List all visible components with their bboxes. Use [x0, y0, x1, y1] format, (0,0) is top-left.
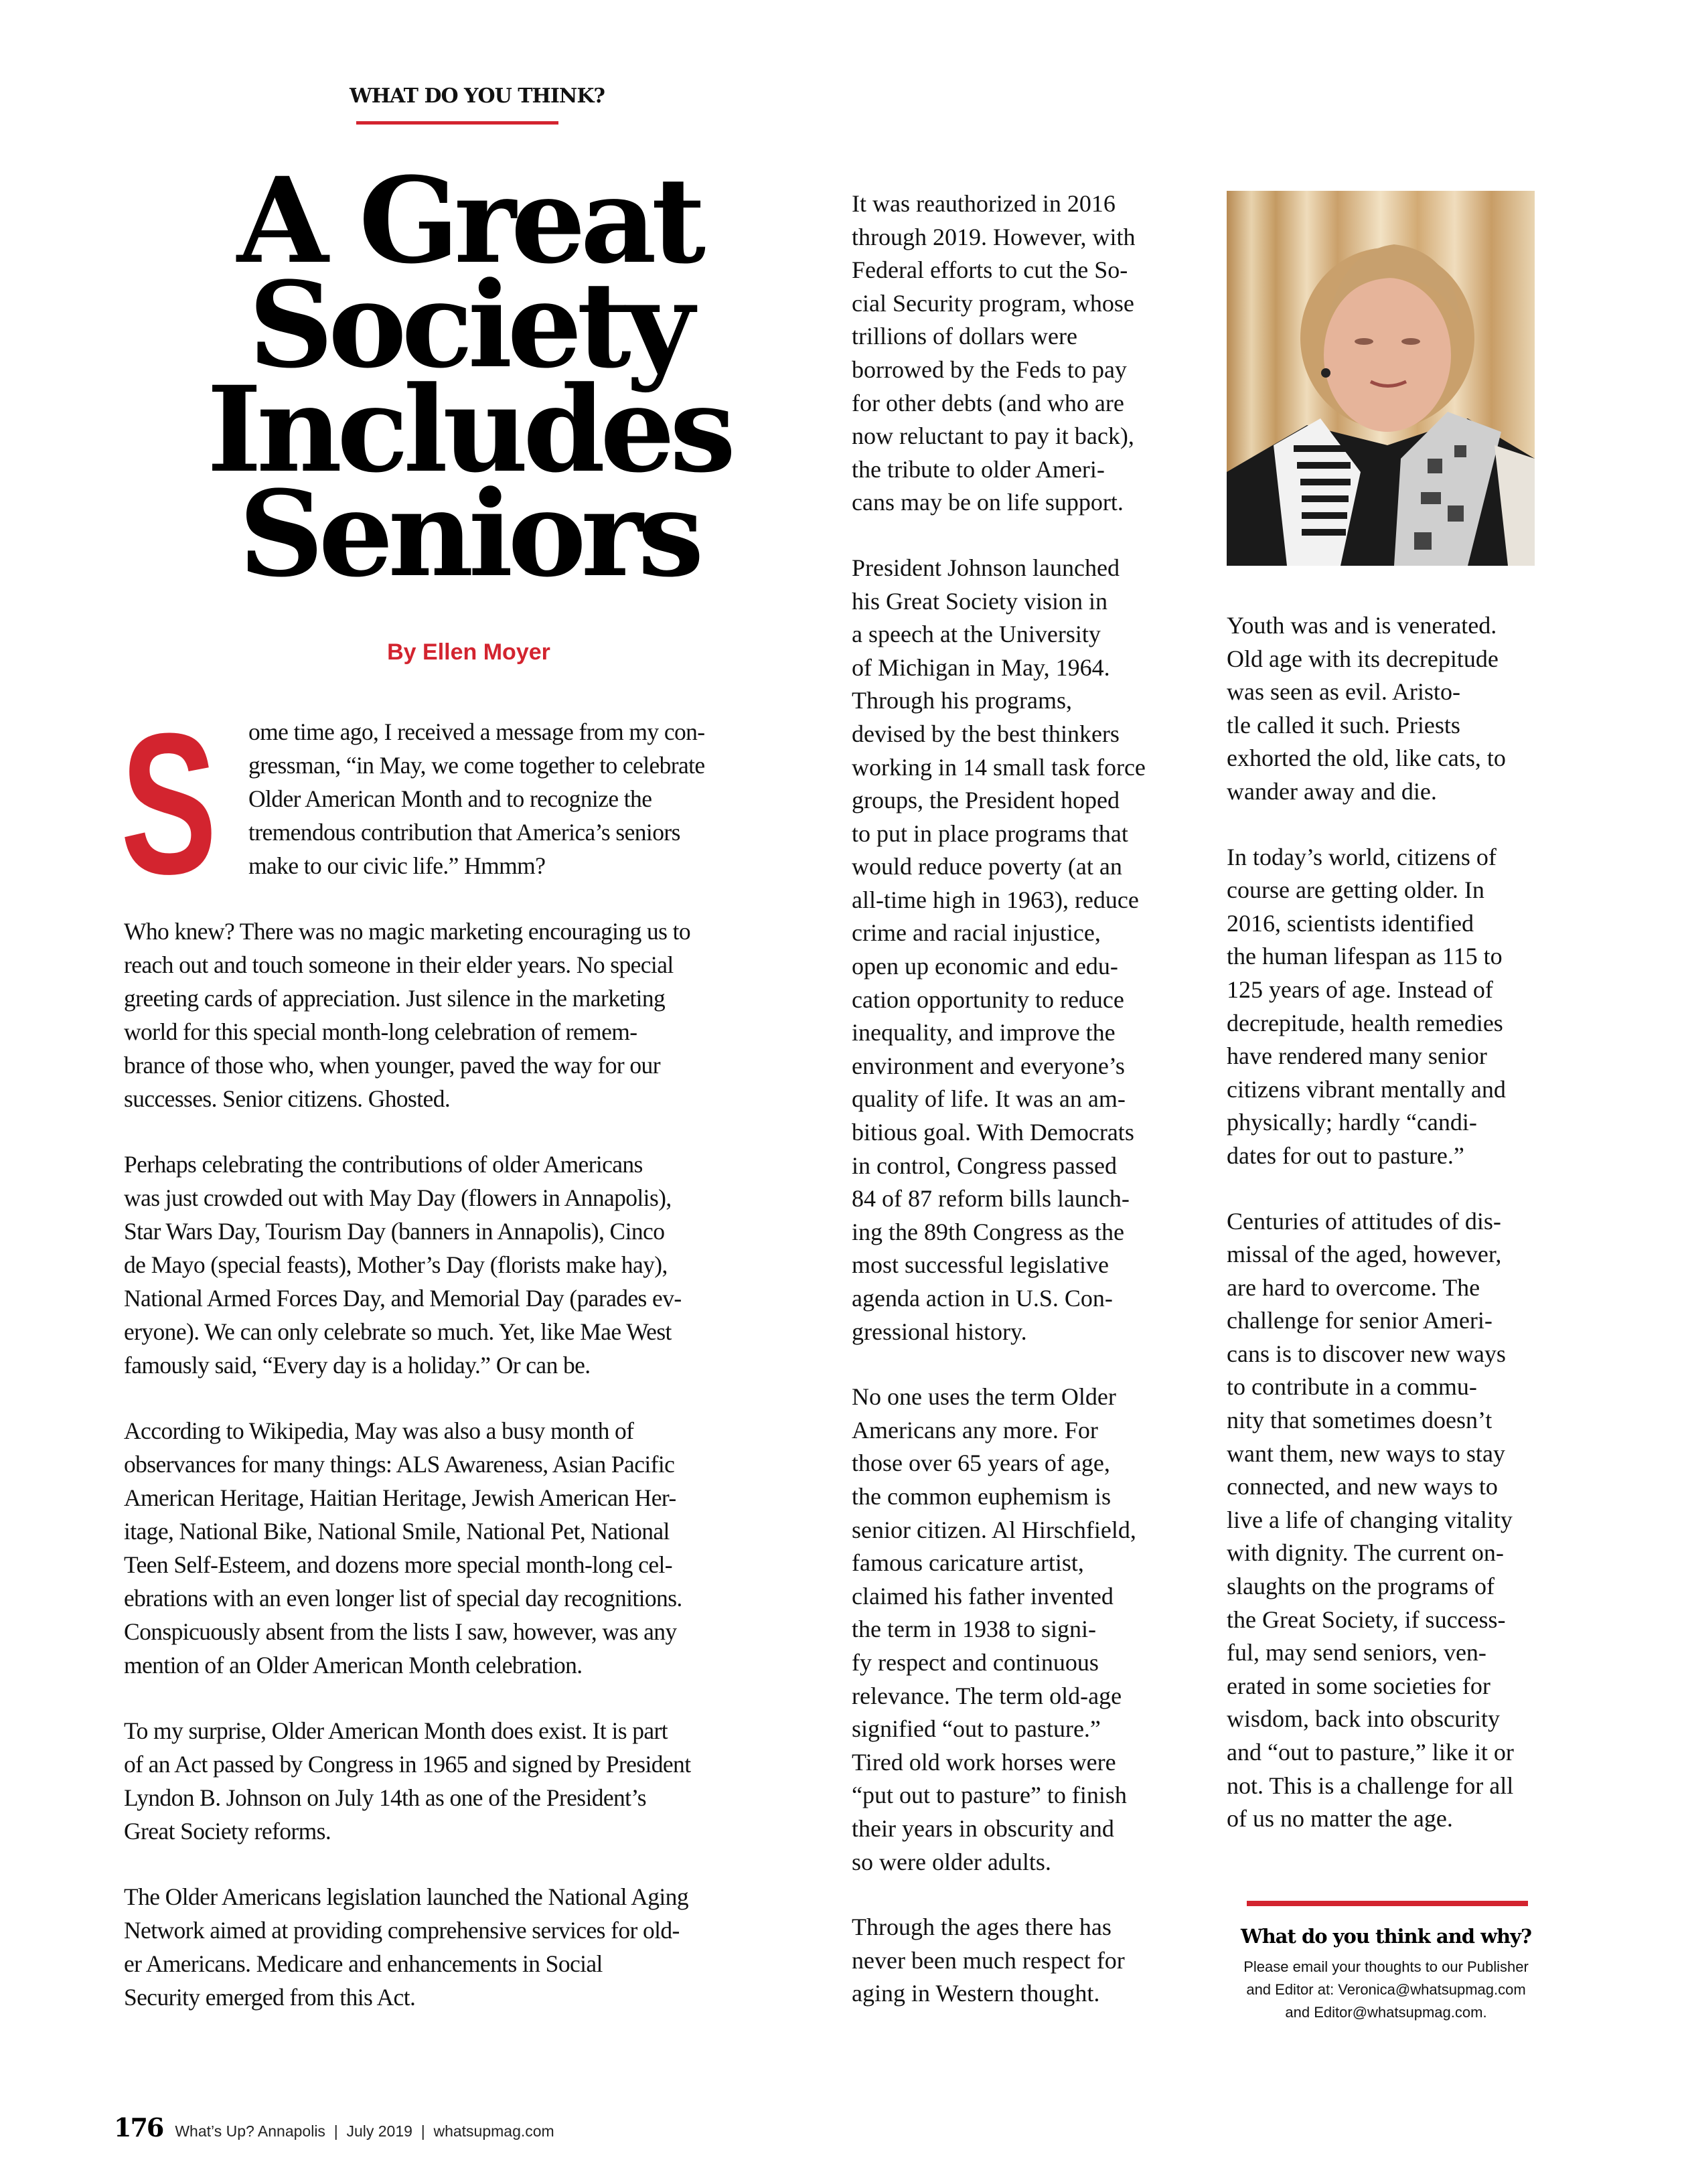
callout-line: Please email your thoughts to our Publisher: [1243, 1958, 1529, 1975]
text-line: To my surprise, Older American Month does exist. It is part: [124, 1717, 668, 1744]
text-line: Perhaps celebrating the contributions of older Americans: [124, 1151, 643, 1178]
text-line: Star Wars Day, Tourism Day (banners in Annapolis), Cinco: [124, 1218, 665, 1245]
text-line: make to our civic life.” Hmmm?: [248, 852, 546, 879]
text-line: nity that sometimes doesn’t: [1227, 1407, 1493, 1434]
text-line: ing the 89th Congress as the: [852, 1218, 1124, 1245]
text-line: ome time ago, I received a message from my con-: [248, 718, 705, 745]
section-kicker: WHAT DO YOU THINK?: [350, 84, 605, 108]
headline-line: Society: [248, 256, 690, 394]
text-line: quality of life. It was an am-: [852, 1085, 1126, 1113]
page-footer: [114, 2112, 554, 2142]
footer-publication: What’s Up? Annapolis | July 2019 | whatsupmag.com: [175, 2122, 554, 2140]
text-line: ful, may send seniors, ven-: [1227, 1639, 1486, 1666]
text-line: Network aimed at providing comprehensive services for old-: [124, 1917, 680, 1944]
byline: By Ellen Moyer: [387, 639, 550, 665]
text-line: want them, new ways to stay: [1227, 1439, 1505, 1467]
text-line: live a life of changing vitality: [1227, 1506, 1513, 1533]
text-line: through 2019. However, with: [852, 223, 1136, 250]
text-line: greeting cards of appreciation. Just silence in the marketing: [124, 985, 666, 1012]
text-line: never been much respect for: [852, 1946, 1125, 1974]
text-line: inequality, and improve the: [852, 1019, 1116, 1046]
callout-line: and Editor@whatsupmag.com.: [1285, 2004, 1487, 2021]
text-line: dates for out to pasture.”: [1227, 1142, 1464, 1169]
text-line: Federal efforts to cut the So-: [852, 256, 1128, 284]
text-line: gressman, “in May, we come together to celebrate: [248, 752, 705, 779]
callout-body: [1205, 1956, 1567, 2024]
text-line: 125 years of age. Instead of: [1227, 976, 1493, 1003]
paragraph: [124, 1714, 814, 1848]
text-line: groups, the President hoped: [852, 787, 1120, 814]
text-line: cial Security program, whose: [852, 289, 1134, 317]
text-line: of an Act passed by Congress in 1965 and signed by President: [124, 1751, 691, 1778]
paragraph: [124, 1148, 814, 1382]
text-line: the human lifespan as 115 to: [1227, 943, 1503, 970]
text-line: Tired old work horses were: [852, 1748, 1116, 1776]
article-column-1: [124, 715, 814, 2046]
text-line: to put in place programs that: [852, 820, 1128, 847]
text-line: slaughts on the programs of: [1227, 1573, 1495, 1600]
text-line: Through his programs,: [852, 687, 1072, 714]
text-line: claimed his father invented: [852, 1582, 1114, 1610]
text-line: cans may be on life support.: [852, 489, 1124, 516]
text-line: eryone). We can only celebrate so much. Yet, like Mae West: [124, 1318, 672, 1345]
text-line: tle called it such. Priests: [1227, 711, 1460, 738]
text-line: his Great Society vision in: [852, 587, 1107, 615]
text-line: borrowed by the Feds to pay: [852, 356, 1127, 383]
author-photo: [1227, 191, 1535, 566]
text-line: Who knew? There was no magic marketing encouraging us to: [124, 918, 691, 945]
text-line: Great Society reforms.: [124, 1818, 331, 1845]
text-line: and “out to pasture,” like it or: [1227, 1739, 1514, 1766]
text-line: open up economic and edu-: [852, 953, 1118, 980]
text-line: exhorted the old, like cats, to: [1227, 745, 1506, 772]
text-line: “put out to pasture” to finish: [852, 1782, 1127, 1809]
text-line: Lyndon B. Johnson on July 14th as one of the President’s: [124, 1784, 646, 1811]
text-line: The Older Americans legislation launched the National Aging: [124, 1883, 688, 1910]
text-line: bitious goal. With Democrats: [852, 1119, 1134, 1146]
text-line: was just crowded out with May Day (flowers in Annapolis),: [124, 1184, 672, 1211]
text-line: observances for many things: ALS Awareness, Asian Pacific: [124, 1451, 675, 1478]
text-line: Through the ages there has: [852, 1914, 1112, 1941]
text-line: devised by the best thinkers: [852, 720, 1120, 747]
text-line: mention of an Older American Month celebration.: [124, 1652, 583, 1679]
text-line: the common euphemism is: [852, 1482, 1111, 1510]
text-line: relevance. The term old-age: [852, 1682, 1122, 1709]
text-line: have rendered many senior: [1227, 1042, 1487, 1070]
text-line: President Johnson launched: [852, 554, 1120, 581]
text-line: signified “out to pasture.”: [852, 1715, 1101, 1743]
text-line: famous caricature artist,: [852, 1549, 1084, 1577]
text-line: In today’s world, citizens of: [1227, 843, 1497, 870]
text-line: to contribute in a commu-: [1227, 1373, 1477, 1401]
text-line: decrepitude, health remedies: [1227, 1009, 1503, 1036]
text-line: all-time high in 1963), reduce: [852, 886, 1139, 913]
text-line: world for this special month-long celebration of remem-: [124, 1018, 637, 1045]
text-line: the Great Society, if success-: [1227, 1606, 1506, 1633]
text-line: in control, Congress passed: [852, 1152, 1117, 1179]
text-line: Centuries of attitudes of dis-: [1227, 1207, 1501, 1235]
page-title: [201, 151, 737, 603]
callout-title: What do you think and why?: [1241, 1925, 1531, 1948]
paragraph: [124, 1414, 814, 1682]
text-line: working in 14 small task force: [852, 753, 1146, 781]
text-line: de Mayo (special feasts), Mother’s Day (florists make hay),: [124, 1251, 668, 1278]
paragraph: [124, 1880, 814, 2014]
text-line: would reduce poverty (at an: [852, 853, 1122, 880]
text-line: It was reauthorized in 2016: [852, 190, 1116, 217]
headline-line: Seniors: [238, 465, 699, 603]
lead-paragraph: [124, 715, 814, 882]
text-line: Conspicuously absent from the lists I saw, however, was any: [124, 1618, 677, 1645]
text-line: of Michigan in May, 1964.: [852, 653, 1110, 681]
article-column-2: [852, 187, 1187, 2043]
text-line: are hard to overcome. The: [1227, 1273, 1480, 1301]
article-column-3: [1227, 609, 1561, 1868]
text-line: wander away and die.: [1227, 777, 1437, 805]
headline-line: Includes: [206, 360, 731, 499]
text-line: tremendous contribution that America’s seniors: [248, 819, 680, 846]
text-line: wisdom, back into obscurity: [1227, 1705, 1500, 1733]
text-line: most successful legislative: [852, 1251, 1109, 1279]
text-line: gressional history.: [852, 1318, 1027, 1345]
text-line: with dignity. The current on-: [1227, 1539, 1504, 1567]
text-line: connected, and new ways to: [1227, 1473, 1498, 1500]
text-line: 2016, scientists identified: [1227, 909, 1474, 937]
drop-cap: S: [121, 691, 218, 916]
text-line: of us no matter the age.: [1227, 1805, 1453, 1832]
text-line: for other debts (and who are: [852, 389, 1124, 416]
callout-rule: [1247, 1901, 1528, 1906]
paragraph: [1227, 1205, 1561, 1836]
text-line: crime and racial injustice,: [852, 919, 1101, 947]
text-line: brance of those who, when younger, paved the way for our: [124, 1052, 660, 1079]
text-line: challenge for senior Ameri-: [1227, 1307, 1493, 1334]
text-line: ebrations with an even longer list of special day recognitions.: [124, 1585, 682, 1612]
text-line: Youth was and is venerated.: [1227, 612, 1497, 639]
text-line: American Heritage, Haitian Heritage, Jewish American Her-: [124, 1484, 676, 1511]
text-line: According to Wikipedia, May was also a busy month of: [124, 1417, 634, 1444]
text-line: Older American Month and to recognize the: [248, 785, 652, 812]
text-line: fy respect and continuous: [852, 1648, 1099, 1676]
text-line: a speech at the University: [852, 621, 1101, 648]
text-line: course are getting older. In: [1227, 876, 1484, 904]
text-line: cation opportunity to reduce: [852, 986, 1124, 1013]
kicker-rule: [356, 121, 558, 125]
text-line: erated in some societies for: [1227, 1672, 1490, 1699]
author-portrait-photo-icon: [1227, 191, 1535, 566]
text-line: the tribute to older Ameri-: [852, 455, 1105, 483]
text-line: was seen as evil. Aristo-: [1227, 678, 1460, 706]
text-line: reach out and touch someone in their elder years. No special: [124, 951, 674, 978]
text-line: trillions of dollars were: [852, 323, 1077, 350]
callout-line: and Editor at: Veronica@whatsupmag.com: [1246, 1981, 1526, 1998]
text-line: the term in 1938 to signi-: [852, 1616, 1096, 1643]
text-line: itage, National Bike, National Smile, National Pet, National: [124, 1518, 670, 1545]
text-line: not. This is a challenge for all: [1227, 1772, 1514, 1799]
text-line: Americans any more. For: [852, 1416, 1098, 1444]
paragraph: [852, 552, 1187, 1348]
text-line: Old age with its decrepitude: [1227, 645, 1499, 672]
text-line: missal of the aged, however,: [1227, 1241, 1502, 1268]
text-line: 84 of 87 reform bills launch-: [852, 1185, 1130, 1213]
text-line: senior citizen. Al Hirschfield,: [852, 1516, 1136, 1543]
text-line: er Americans. Medicare and enhancements in Social: [124, 1950, 603, 1977]
text-line: Security emerged from this Act.: [124, 1984, 416, 2011]
text-line: cans is to discover new ways: [1227, 1340, 1506, 1367]
text-line: physically; hardly “candi-: [1227, 1109, 1477, 1136]
paragraph: [1227, 841, 1561, 1173]
text-line: agenda action in U.S. Con-: [852, 1285, 1113, 1312]
text-line: environment and everyone’s: [852, 1052, 1125, 1079]
paragraph: [852, 187, 1187, 520]
text-line: No one uses the term Older: [852, 1383, 1116, 1411]
text-line: Teen Self-Esteem, and dozens more special month-long cel-: [124, 1551, 672, 1578]
text-line: citizens vibrant mentally and: [1227, 1075, 1506, 1103]
paragraph: [852, 1381, 1187, 1879]
paragraph: [852, 1911, 1187, 2011]
text-line: so were older adults.: [852, 1848, 1051, 1875]
paragraph: [124, 915, 814, 1115]
page-number: 176: [114, 2112, 163, 2142]
text-line: now reluctant to pay it back),: [852, 422, 1134, 450]
text-line: their years in obscurity and: [852, 1814, 1114, 1842]
text-line: those over 65 years of age,: [852, 1450, 1110, 1477]
text-line: National Armed Forces Day, and Memorial Day (parades ev-: [124, 1285, 682, 1312]
paragraph: [1227, 609, 1561, 809]
headline-line: A Great: [236, 151, 701, 290]
text-line: successes. Senior citizens. Ghosted.: [124, 1085, 451, 1112]
text-line: famously said, “Every day is a holiday.” Or can be.: [124, 1352, 591, 1379]
text-line: aging in Western thought.: [852, 1980, 1100, 2007]
